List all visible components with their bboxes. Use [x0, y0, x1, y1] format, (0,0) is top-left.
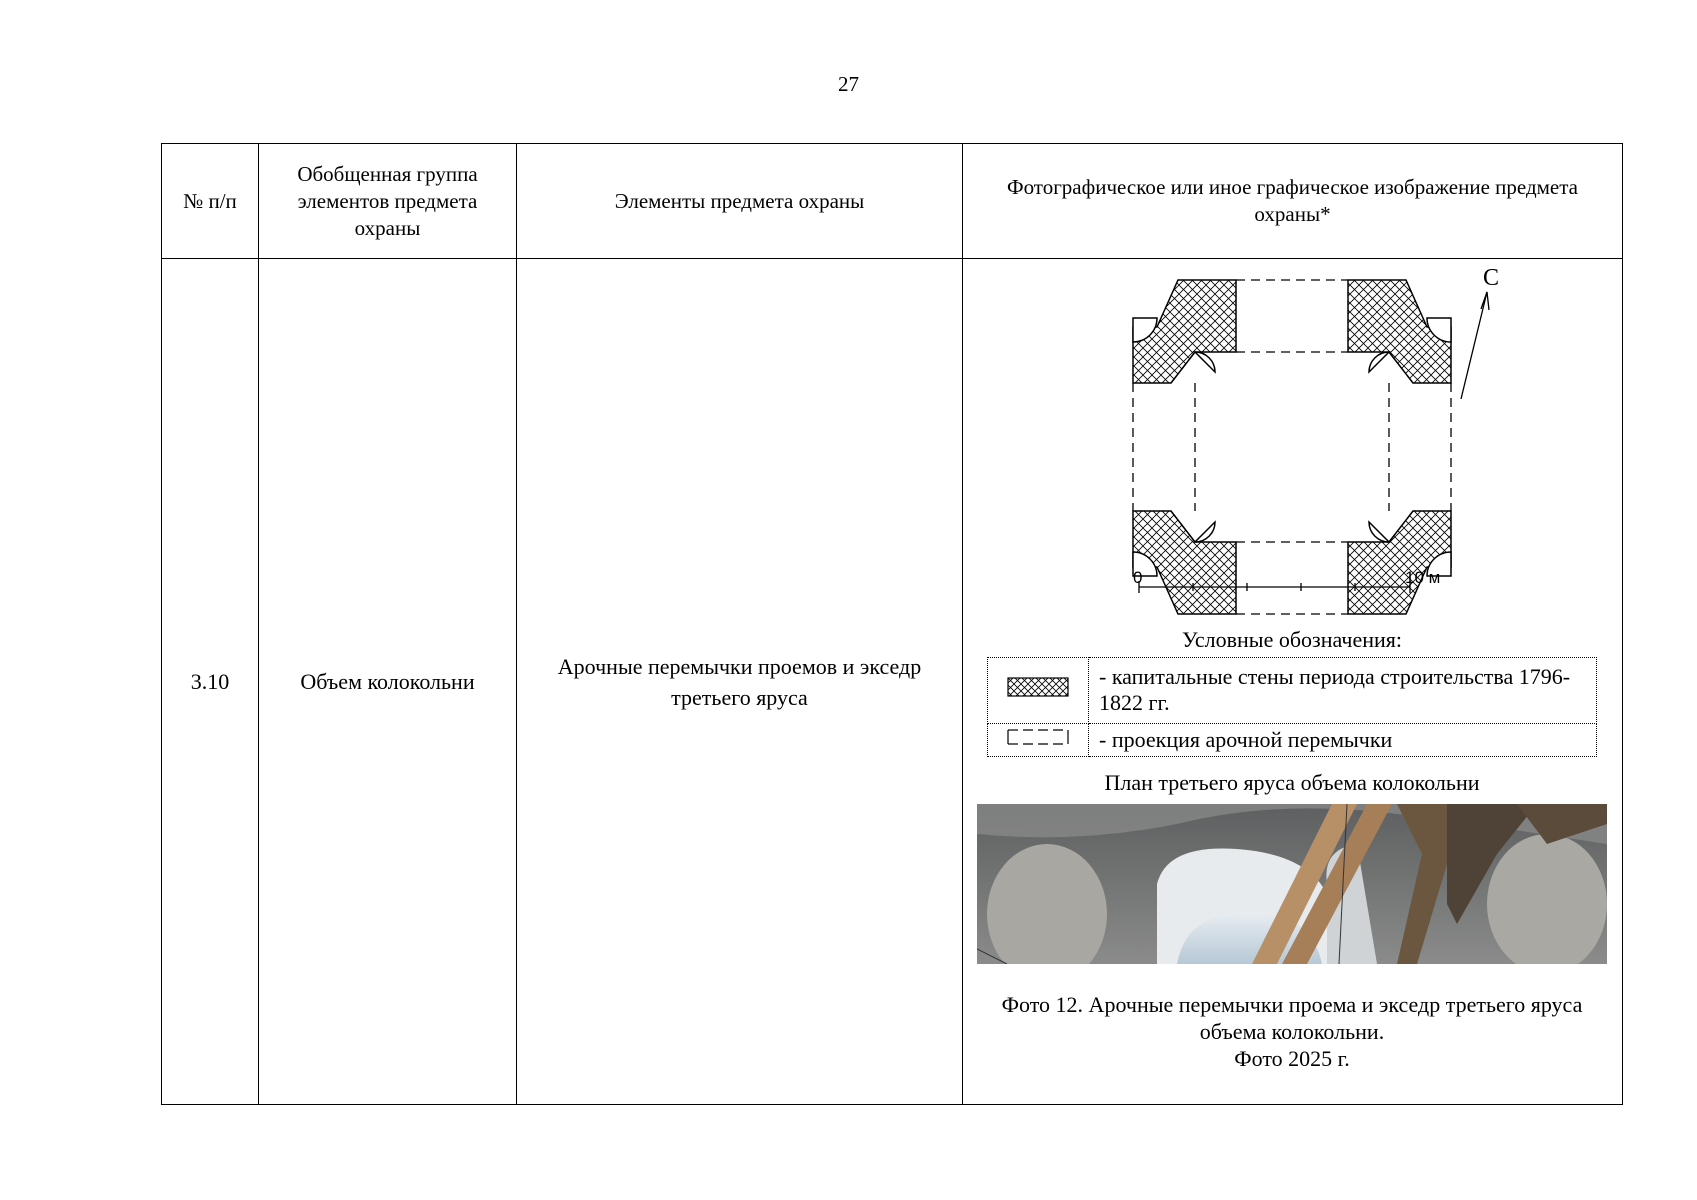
plan-hatched-walls [1133, 280, 1451, 614]
header-num: № п/п [162, 144, 259, 259]
photo-caption [983, 991, 1601, 1072]
crosshatch-swatch-icon [1007, 677, 1069, 697]
north-label: С [1483, 265, 1500, 291]
header-elements: Элементы предмета охраны [517, 144, 963, 259]
legend-row [988, 658, 1597, 724]
row-elements: Арочные перемычки проемов и экседр третьего яруса [517, 259, 963, 1105]
protection-table [161, 143, 1623, 1105]
row-num: 3.10 [162, 259, 259, 1105]
legend-text-walls: - капитальные стены периода строительства 1796-1822 гг. [1089, 658, 1597, 724]
row-image-cell [963, 259, 1623, 1105]
legend-row [988, 723, 1597, 756]
bell-tower-photo [977, 804, 1607, 964]
header-image: Фотографическое или иное графическое изображение предмета охраны* [963, 144, 1623, 259]
table-row [162, 259, 1623, 1105]
page-number: 27 [838, 72, 859, 96]
photo-caption-line1: Фото 12. Арочные перемычки проема и экседр третьего яруса объема колокольни. [1001, 992, 1583, 1044]
north-arrow-icon [1461, 292, 1489, 399]
row-group: Объем колокольни [259, 259, 517, 1105]
scale-end-label: 10 м [1405, 568, 1441, 587]
photo-caption-line2: Фото 2025 г. [1234, 1046, 1350, 1071]
legend-table [987, 657, 1597, 757]
header-group: Обобщенная группа элементов предмета охраны [259, 144, 517, 259]
table-header-row [162, 144, 1623, 259]
plan-caption: План третьего яруса объема колокольни [1104, 770, 1480, 795]
bell-tower-plan [963, 259, 1621, 619]
legend-title: Условные обозначения: [1181, 627, 1403, 652]
scale-start-label: 0 [1133, 568, 1143, 587]
dashed-line-swatch-icon [1007, 727, 1069, 747]
legend-text-arch: - проекция арочной перемычки [1089, 723, 1597, 756]
